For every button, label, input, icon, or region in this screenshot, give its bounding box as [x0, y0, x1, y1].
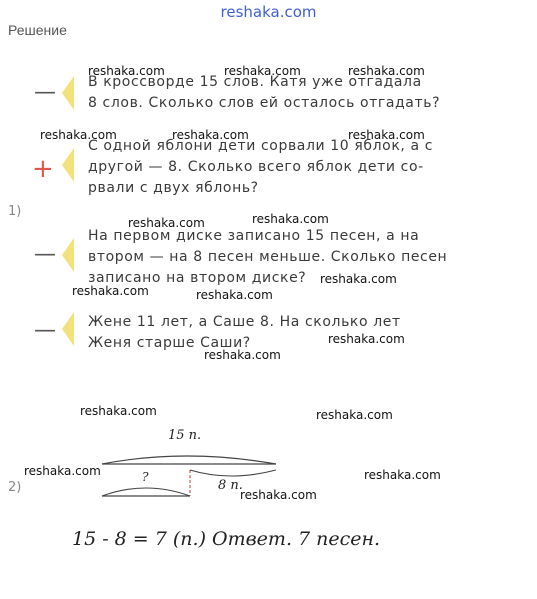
watermark: reshaka.com: [252, 212, 329, 226]
watermark: reshaka.com: [328, 332, 405, 346]
plus-sign-icon: +: [32, 154, 54, 184]
watermark: reshaka.com: [196, 288, 273, 302]
watermark: reshaka.com: [348, 128, 425, 142]
watermark: reshaka.com: [80, 404, 157, 418]
site-header[interactable]: reshaka.com: [220, 3, 317, 21]
watermark: reshaka.com: [24, 464, 101, 478]
section-title: Решение: [8, 22, 67, 38]
yellow-bracket: [62, 76, 74, 110]
task-line: 8 слов. Сколько слов ей осталось отгадать?: [88, 95, 441, 111]
task-line: На первом диске записано 15 песен, а на: [88, 228, 420, 244]
yellow-bracket: [62, 148, 74, 182]
task-2: [88, 136, 448, 199]
watermark: reshaka.com: [88, 64, 165, 78]
watermark: reshaka.com: [348, 64, 425, 78]
yellow-bracket: [62, 238, 74, 272]
unknown-label: ?: [142, 470, 149, 484]
minus-sign-icon: —: [34, 318, 56, 343]
top-length-label: 15 п.: [168, 428, 202, 443]
watermark: reshaka.com: [72, 284, 149, 298]
task-line: С одной яблони дети сорвали 10 яблок, а с: [88, 138, 433, 154]
solution-line: 15 - 8 = 7 (п.) Ответ. 7 песен.: [72, 528, 381, 550]
yellow-bracket: [62, 312, 74, 346]
diff-brace: [190, 470, 276, 476]
task-line: другой — 8. Сколько всего яблок дети со-: [88, 159, 424, 175]
task-line: рвали с двух яблонь?: [88, 180, 259, 196]
watermark: reshaka.com: [240, 488, 317, 502]
watermark: reshaka.com: [40, 128, 117, 142]
unknown-brace: [102, 488, 190, 496]
minus-sign-icon: —: [34, 242, 56, 267]
top-brace: [102, 456, 276, 464]
watermark: reshaka.com: [316, 408, 393, 422]
task-1: [88, 72, 448, 114]
watermark: reshaka.com: [172, 128, 249, 142]
watermark: reshaka.com: [320, 272, 397, 286]
task-line: В кроссворде 15 слов. Катя уже отгадала: [88, 74, 422, 90]
task-line: втором — на 8 песен меньше. Сколько песен: [88, 249, 448, 265]
task-line: Женя старше Саши?: [88, 335, 251, 351]
minus-sign-icon: —: [34, 80, 56, 105]
bottom-length-label: 8 п.: [218, 478, 243, 493]
task-line: Жене 11 лет, а Саше 8. На сколько лет: [88, 314, 401, 330]
watermark: reshaka.com: [204, 348, 281, 362]
part-1-number: 1): [8, 204, 22, 219]
watermark: reshaka.com: [224, 64, 301, 78]
watermark: reshaka.com: [364, 468, 441, 482]
task-line: записано на втором диске?: [88, 270, 307, 286]
watermark: reshaka.com: [128, 216, 205, 230]
part-2-number: 2): [8, 480, 22, 495]
